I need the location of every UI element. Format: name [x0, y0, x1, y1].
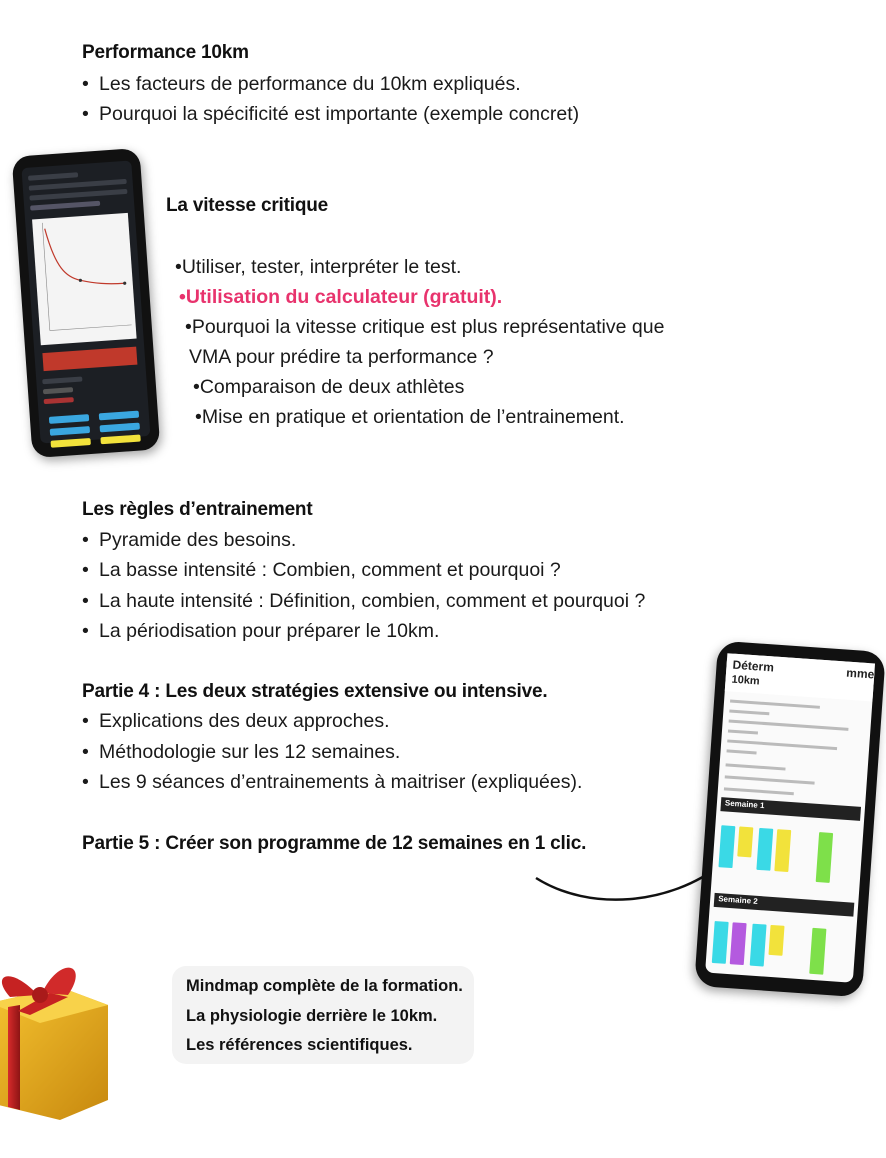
list-item: • Pyramide des besoins. — [82, 529, 297, 551]
list-item: • Les facteurs de performance du 10km expliqués. — [82, 73, 521, 95]
section-title-performance: Performance 10km — [82, 42, 249, 63]
program-header-right: mme — [845, 665, 875, 682]
section-title-partie-4: Partie 4 : Les deux stratégies extensive ou intensive. — [82, 681, 548, 702]
week-2-label: Semaine 2 — [717, 894, 759, 906]
list-item: • La périodisation pour préparer le 10km. — [82, 620, 440, 642]
section-title-vitesse-critique: La vitesse critique — [166, 195, 328, 216]
list-item: •Pourquoi la vitesse critique est plus représentative que — [185, 316, 665, 338]
list-item: • Pourquoi la spécificité est importante (exemple concret) — [82, 103, 580, 125]
section-title-regles: Les règles d’entrainement — [82, 499, 313, 520]
phone-program-image — [694, 641, 886, 998]
program-subheader: 10km — [731, 673, 761, 688]
list-item: •Utiliser, tester, interpréter le test. — [175, 256, 462, 278]
section-title-partie-5: Partie 5 : Créer son programme de 12 semaines en 1 clic. — [82, 833, 587, 854]
list-item: • Méthodologie sur les 12 semaines. — [82, 741, 401, 763]
list-item: • Les 9 séances d’entrainements à maitriser (expliquées). — [82, 771, 583, 793]
bonus-item: Mindmap complète de la formation. — [186, 977, 463, 995]
list-item: VMA pour prédire ta performance ? — [189, 346, 494, 368]
list-item: • Explications des deux approches. — [82, 710, 390, 732]
gift-icon — [0, 935, 120, 1120]
list-item: •Comparaison de deux athlètes — [193, 376, 465, 398]
week-1-label: Semaine 1 — [724, 798, 765, 811]
bonus-box — [172, 966, 474, 1064]
calculator-link[interactable]: •Utilisation du calculateur (gratuit). — [179, 286, 503, 308]
list-item: •Mise en pratique et orientation de l’entrainement. — [195, 406, 625, 428]
bonus-item: Les références scientifiques. — [186, 1036, 413, 1054]
list-item: • La haute intensité : Définition, combien, comment et pourquoi ? — [82, 590, 646, 612]
phone-calculator-image — [12, 148, 161, 458]
list-item: • La basse intensité : Combien, comment et pourquoi ? — [82, 559, 561, 581]
program-header: Déterm — [732, 657, 775, 675]
bonus-item: La physiologie derrière le 10km. — [186, 1007, 438, 1025]
speed-duration-chart — [32, 213, 137, 345]
